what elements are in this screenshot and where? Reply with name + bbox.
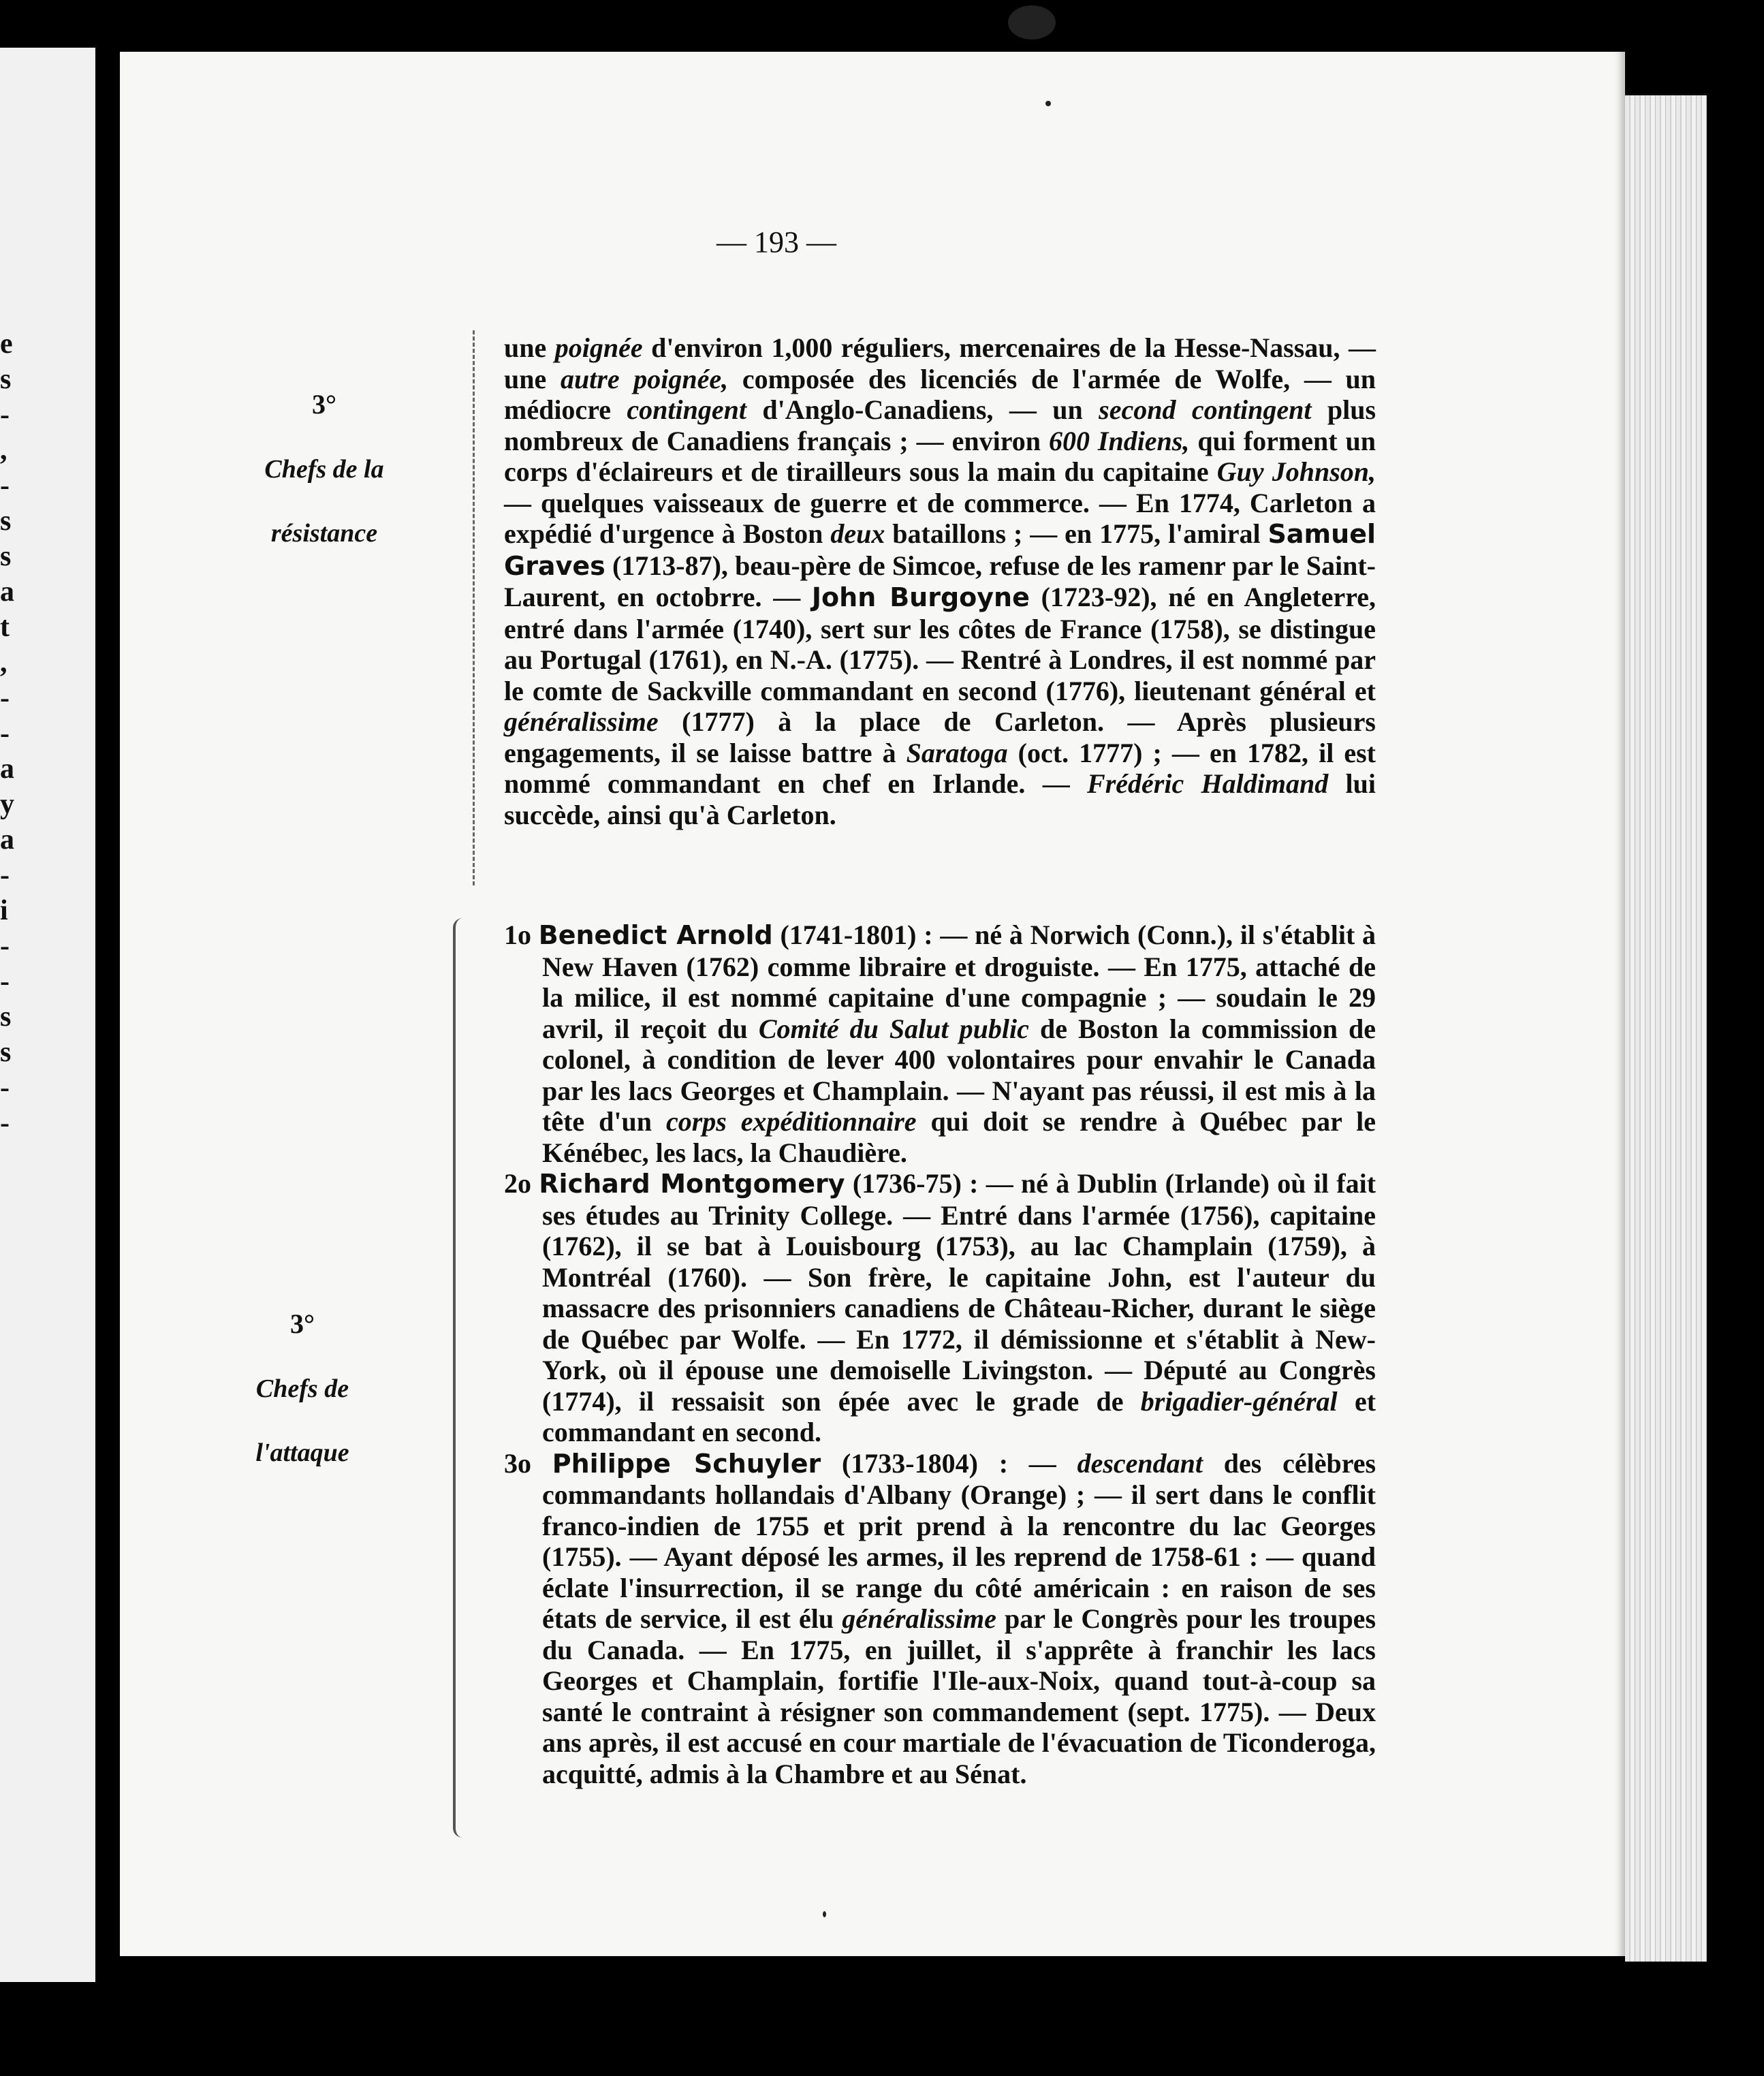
text-run: et commandant en second. <box>542 1385 1376 1447</box>
italic-run: généralissime <box>842 1603 996 1634</box>
text-run: une <box>504 332 547 363</box>
italic-run: descendant <box>1077 1447 1203 1479</box>
previous-page-fragment: a <box>0 576 14 608</box>
previous-page-fragment: e <box>0 328 13 360</box>
text-run: (1723-92), né en Angleterre, entré dans l'armée (1740), sert sur les côtes de France (1758), se distingue au Portugal (1761), en N.-A. (1775). — Rentré à Londres, il est nommé par le comte de Sackville commandant en second (1776), lieutenant général et <box>504 582 1376 706</box>
scan-speck <box>823 1911 826 1917</box>
margin-label-resistance <box>249 388 399 548</box>
text-run: composée des licenciés de l'armée de Wolfe, — un médiocre <box>504 363 1376 425</box>
previous-page-fragment: a <box>0 753 14 785</box>
previous-page-fragment: , <box>0 647 7 678</box>
text-run: : — <box>998 1447 1056 1479</box>
previous-page-fragment: a <box>0 824 14 855</box>
text-run: : — né à Dublin (Irlande) où il fait ses études au Trinity College. — Entré dans l'armée (1756), capitaine (1762), il se bat à Louisbourg (1753), au lac Champlain (1759), à Montréal (1760). — Son frère, le capitaine John, est l'auteur du massacre des prisonniers canadiens de Château-Richer, durant le siège de Québec par Wolfe. — En 1772, il démissionne et s'établit à New-York, où il épouse une demoiselle Livingston. — Député au Congrès (1774), il ressaisit son épée avec le grade de <box>542 1168 1376 1417</box>
text-run: (1777) à la place de Carleton. — Après plusieurs engagements, il se laisse battre à <box>504 706 1376 768</box>
italic-run: brigadier-général <box>1140 1385 1338 1417</box>
person-name: John Burgoyne <box>811 582 1030 612</box>
text-run: (1713-87), beau-père de Simcoe, refuse de les ramenr par le Saint-Laurent, en octobrre. — <box>504 550 1376 612</box>
previous-page-fragment: - <box>0 470 10 501</box>
italic-run: corps expéditionnaire <box>665 1106 917 1137</box>
italic-run: Comité du Salut public <box>758 1013 1029 1044</box>
previous-page-fragment: - <box>0 718 10 749</box>
margin-line: Chefs de <box>255 1374 349 1403</box>
resistance-paragraph <box>504 332 1376 830</box>
person-name: Samuel Graves <box>504 519 1376 581</box>
scan-speck <box>1008 5 1056 40</box>
margin-line: Chefs de la <box>264 455 384 484</box>
italic-run: généralissime <box>504 706 659 737</box>
previous-page-fragment: - <box>0 682 10 714</box>
italic-run: autre poignée, <box>560 363 729 394</box>
text-run: lui succède, ainsi qu'à Carleton. <box>504 768 1376 830</box>
text-run: des célèbres commandants hollandais d'Albany (Orange) ; — il sert dans le conflit franco-indien de 1755 et prit prend à la rencontre du lac Georges (1755). — Ayant déposé les armes, il les reprend de 1758-61 : — quand éclate l'insurrection, il se range du côté américain : en raison de ses états de service, il est élu <box>542 1447 1376 1634</box>
attack-entries <box>504 919 1376 1789</box>
previous-page-fragment: - <box>0 860 10 891</box>
previous-page-fragment: , <box>0 435 7 466</box>
margin-line: résistance <box>270 519 378 548</box>
person-dates: (1733-1804) <box>841 1447 978 1479</box>
scan-speck <box>1045 101 1051 106</box>
previous-page-edge <box>0 48 95 1982</box>
previous-page-fragment: s <box>0 541 12 572</box>
person-dates: (1736-75) <box>852 1168 962 1199</box>
italic-run: poignée <box>554 332 643 363</box>
italic-run: Saratoga <box>906 737 1008 768</box>
text-run: d'Anglo-Canadiens, — un <box>762 394 1083 425</box>
previous-page-fragment: - <box>0 930 10 962</box>
margin-number: 3° <box>290 1308 315 1339</box>
previous-page-fragment: - <box>0 966 10 997</box>
page-number: — 193 — <box>716 225 836 259</box>
margin-label-attack <box>227 1308 377 1468</box>
book-edge <box>1625 95 1707 1962</box>
previous-page-fragment: s <box>0 1001 12 1033</box>
italic-run: 600 Indiens, <box>1048 425 1190 456</box>
text-run: — quelques vaisseaux de guerre et de commerce. — En 1774, Carleton a expédié d'urgence à Boston <box>504 487 1376 549</box>
italic-run: contingent <box>627 394 746 425</box>
text-run: de Boston la commission de colonel, à condition de lever 400 volontaires pour envahir le Canada par les lacs Georges et Champlain. — N'ayant pas réussi, il est mis à la tête d'un <box>542 1013 1376 1137</box>
person-name: Philippe Schuyler <box>552 1448 821 1479</box>
entry-number: 2o <box>504 1168 531 1199</box>
previous-page-fragment: - <box>0 399 10 430</box>
previous-page-fragment: i <box>0 895 8 926</box>
text-run: (oct. 1777) ; — en 1782, il est nommé commandant en chef en Irlande. — <box>504 737 1376 799</box>
resistance-bracket <box>473 330 482 885</box>
text-run: par le Congrès pour les troupes du Canada. — En 1775, en juillet, il s'apprête à franchir les lacs Georges et Champlain, fortifie l'Ile-aux-Noix, quand tout-à-coup sa santé le contraint à résigner son commandement (sept. 1775). — Deux ans après, il est accusé en cour martiale de l'évacuation de Ticonderoga, acquitté, admis à la Chambre et au Sénat. <box>542 1603 1376 1789</box>
text-run: qui forment un corps d'éclaireurs et de tirailleurs sous la main du capitaine <box>504 425 1376 487</box>
previous-page-fragment: y <box>0 789 14 820</box>
entry-number: 1o <box>504 919 531 950</box>
margin-line: l'attaque <box>255 1438 349 1467</box>
entry-arnold <box>504 919 1376 1168</box>
previous-page-fragment: s <box>0 1037 12 1068</box>
previous-page-fragment: - <box>0 1107 10 1139</box>
text-run: qui doit se rendre à Québec par le Kénébec, les lacs, la Chaudière. <box>542 1106 1376 1168</box>
attack-bracket <box>453 918 462 1838</box>
text-run: : — né à Norwich (Conn.), il s'établit à New Haven (1762) comme libraire et droguiste. — En 1775, attaché de la milice, il est nommé capitaine d'une compagnie ; — soudain le 29 avril, il reçoit du <box>542 919 1376 1044</box>
entry-montgomery <box>504 1168 1376 1448</box>
text-run: d'environ 1,000 réguliers, mercenaires de la Hesse-Nassau, — une <box>504 332 1376 394</box>
previous-page-fragment: - <box>0 1072 10 1103</box>
italic-run: second contingent <box>1099 394 1312 425</box>
previous-page-fragment: t <box>0 612 10 643</box>
person-name: Benedict Arnold <box>538 920 773 950</box>
italic-run: deux <box>830 518 885 549</box>
previous-page-fragment: s <box>0 364 12 395</box>
person-name: Richard Montgomery <box>539 1169 845 1199</box>
italic-run: Frédéric Haldimand <box>1087 768 1329 799</box>
previous-page-fragment: s <box>0 505 12 537</box>
entry-number: 3o <box>504 1447 531 1479</box>
text-run: plus nombreux de Canadiens français ; — environ <box>504 394 1376 456</box>
italic-run: Guy Johnson, <box>1216 456 1376 487</box>
margin-number: 3° <box>312 389 336 420</box>
text-run: bataillons ; — en 1775, l'amiral <box>892 518 1261 549</box>
person-dates: (1741-1801) <box>780 919 917 950</box>
entry-schuyler <box>504 1448 1376 1790</box>
